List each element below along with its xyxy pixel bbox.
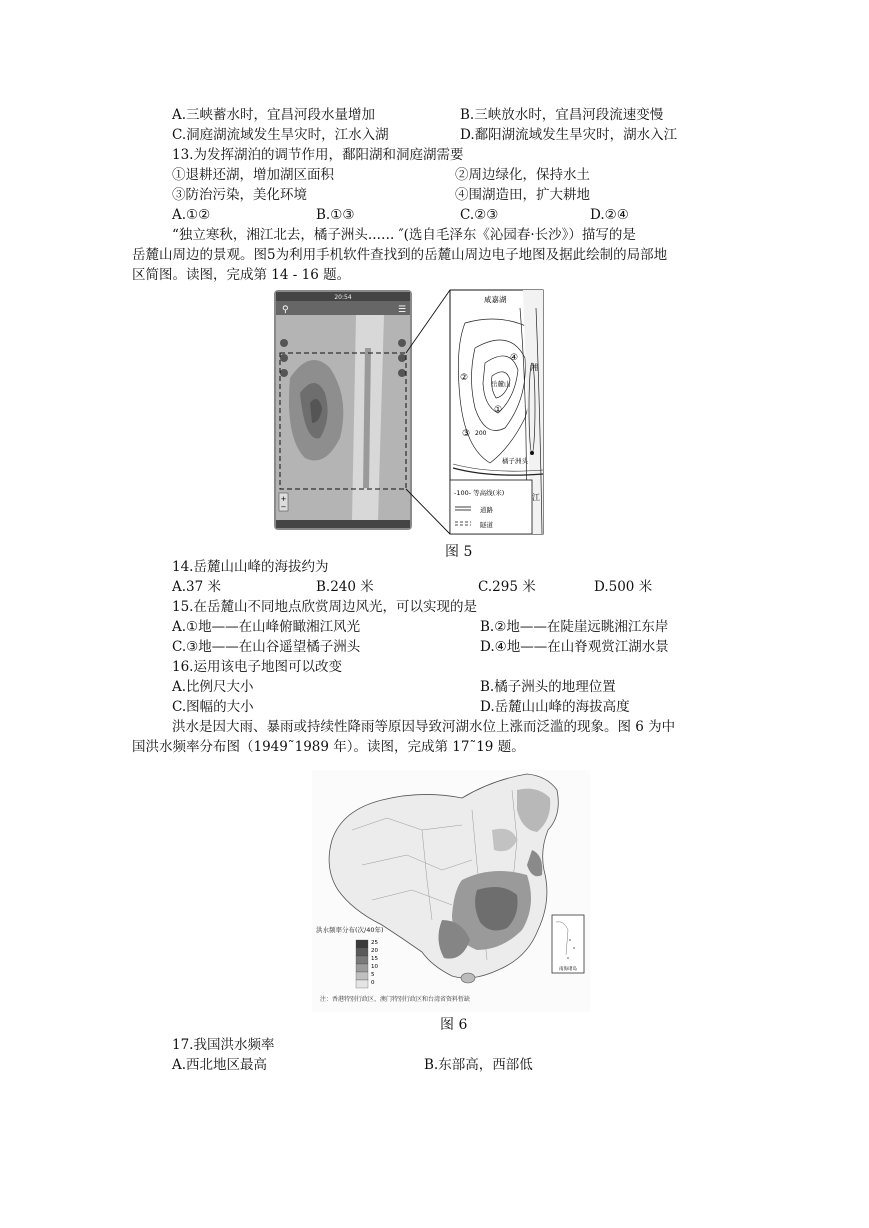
menu-icon: ☰ bbox=[398, 305, 407, 315]
legend-swatch bbox=[356, 972, 368, 980]
q12-option-c: C.洞庭湖流域发生旱灾时，江水入湖 bbox=[172, 127, 389, 143]
q14-option-a: A.37 米 bbox=[172, 579, 222, 595]
intro2-line-1: 洪水是因大雨、暴雨或持续性降雨等原因导致河湖水位上涨而泛滥的现象。图 6 为中 bbox=[172, 719, 676, 735]
q14-option-c: C.295 米 bbox=[478, 579, 536, 595]
q13-statement-4: ④围湖造田，扩大耕地 bbox=[455, 187, 590, 203]
legend-value: 5 bbox=[371, 972, 375, 978]
intro1-line-3: 区简图。读图，完成第 14 - 16 题。 bbox=[132, 267, 351, 283]
peak-label: 岳麓山 bbox=[491, 380, 511, 388]
q13-stem: 13.为发挥湖泊的调节作用，鄱阳湖和洞庭湖需要 bbox=[172, 147, 464, 163]
intro1-line-2: 岳麓山周边的景观。图5为利用手机软件查找到的岳麓山周边电子地图及据此绘制的局部地 bbox=[132, 247, 668, 263]
q15-option-a: A.①地——在山峰俯瞰湘江风光 bbox=[172, 619, 361, 635]
jiang-river-label: 江 bbox=[532, 493, 540, 502]
legend-value: 15 bbox=[371, 956, 378, 962]
point-3-marker: ③ bbox=[462, 429, 471, 439]
legend-swatch bbox=[356, 956, 368, 964]
sketch-map bbox=[450, 290, 543, 534]
search-icon: ⚲ bbox=[282, 305, 289, 315]
intro2-line-2: 国洪水频率分布图（1949˜1989 年）。读图，完成第 17˜19 题。 bbox=[132, 739, 525, 755]
legend-title: 洪水频率分布(次/40年) bbox=[316, 926, 384, 934]
figure-6-china-flood-map bbox=[312, 770, 590, 1012]
q15-option-b: B.②地——在陡崖远眺湘江东岸 bbox=[480, 619, 669, 635]
zoom-in-icon: + bbox=[280, 495, 287, 503]
zoom-out-icon: − bbox=[280, 503, 287, 511]
q12-option-a: A.三峡蓄水时，宜昌河段水量增加 bbox=[172, 107, 376, 123]
q13-option-b: B.①③ bbox=[316, 207, 355, 223]
q13-statement-2: ②周边绿化，保持水土 bbox=[455, 167, 590, 183]
q15-option-c: C.③地——在山谷遥望橘子洲头 bbox=[172, 639, 361, 655]
q17-option-a: A.西北地区最高 bbox=[172, 1057, 268, 1073]
legend-value: 0 bbox=[371, 980, 375, 986]
legend-swatch bbox=[356, 948, 368, 956]
xiang-river-label: 湘 bbox=[530, 363, 538, 372]
q12-option-d: D.鄱阳湖流域发生旱灾时，湖水入江 bbox=[460, 127, 678, 143]
legend-value: 25 bbox=[371, 940, 378, 946]
figure-6-caption: 图 6 bbox=[440, 1017, 468, 1033]
phone-time: 20:54 bbox=[334, 294, 352, 301]
contour-200-label: 200 bbox=[475, 430, 487, 437]
q13-option-a: A.①② bbox=[172, 207, 211, 223]
legend-contour: -100- 等高线(米) bbox=[454, 489, 505, 497]
figure-5-caption: 图 5 bbox=[445, 544, 473, 560]
q16-option-d: D.岳麓山山峰的海拔高度 bbox=[480, 699, 630, 715]
lake-label: 咸嘉湖 bbox=[484, 295, 507, 304]
q13-option-c: C.②③ bbox=[460, 207, 499, 223]
figure-5 bbox=[270, 288, 545, 536]
legend-swatch bbox=[356, 964, 368, 972]
q16-option-c: C.图幅的大小 bbox=[172, 699, 254, 715]
legend-tunnel: 隧道 bbox=[480, 521, 493, 529]
figure-6-note: 注：香港特别行政区、澳门特别行政区和台湾省资料暂缺 bbox=[320, 996, 471, 1003]
phone-map-screenshot bbox=[274, 290, 412, 530]
q16-stem: 16.运用该电子地图可以改变 bbox=[172, 659, 342, 675]
island-label: 橘子洲头 bbox=[502, 457, 528, 465]
q17-stem: 17.我国洪水频率 bbox=[172, 1037, 275, 1053]
point-1-marker: ① bbox=[494, 405, 503, 415]
q12-option-b: B.三峡放水时，宜昌河段流速变慢 bbox=[460, 107, 664, 123]
q14-option-d: D.500 米 bbox=[594, 579, 653, 595]
legend-swatch bbox=[356, 940, 368, 948]
legend-swatch bbox=[356, 980, 368, 988]
q13-statement-1: ①退耕还湖，增加湖区面积 bbox=[172, 167, 334, 183]
legend-value: 20 bbox=[371, 948, 378, 954]
legend-road: 道路 bbox=[480, 506, 493, 514]
q16-option-a: A.比例尺大小 bbox=[172, 679, 254, 695]
q17-option-b: B.东部高，西部低 bbox=[424, 1057, 533, 1073]
point-4-marker: ④ bbox=[510, 353, 519, 363]
q13-option-d: D.②④ bbox=[590, 207, 629, 223]
south-china-sea-inset bbox=[552, 915, 584, 973]
inset-label: 南海诸岛 bbox=[559, 967, 577, 972]
q13-statement-3: ③防治污染，美化环境 bbox=[172, 187, 307, 203]
point-2-marker: ② bbox=[460, 373, 469, 383]
q16-option-b: B.橘子洲头的地理位置 bbox=[480, 679, 616, 695]
legend-value: 10 bbox=[371, 964, 378, 970]
q14-option-b: B.240 米 bbox=[316, 579, 374, 595]
q14-stem: 14.岳麓山山峰的海拔约为 bbox=[172, 559, 329, 575]
q15-stem: 15.在岳麓山不同地点欣赏周边风光，可以实现的是 bbox=[172, 599, 477, 615]
q15-option-d: D.④地——在山脊观赏江湖水景 bbox=[480, 639, 669, 655]
intro1-line-1: “独立寒秋，湘江北去，橘子洲头..…. ″(选自毛泽东《沁园春·长沙》）描写的是 bbox=[172, 227, 636, 243]
